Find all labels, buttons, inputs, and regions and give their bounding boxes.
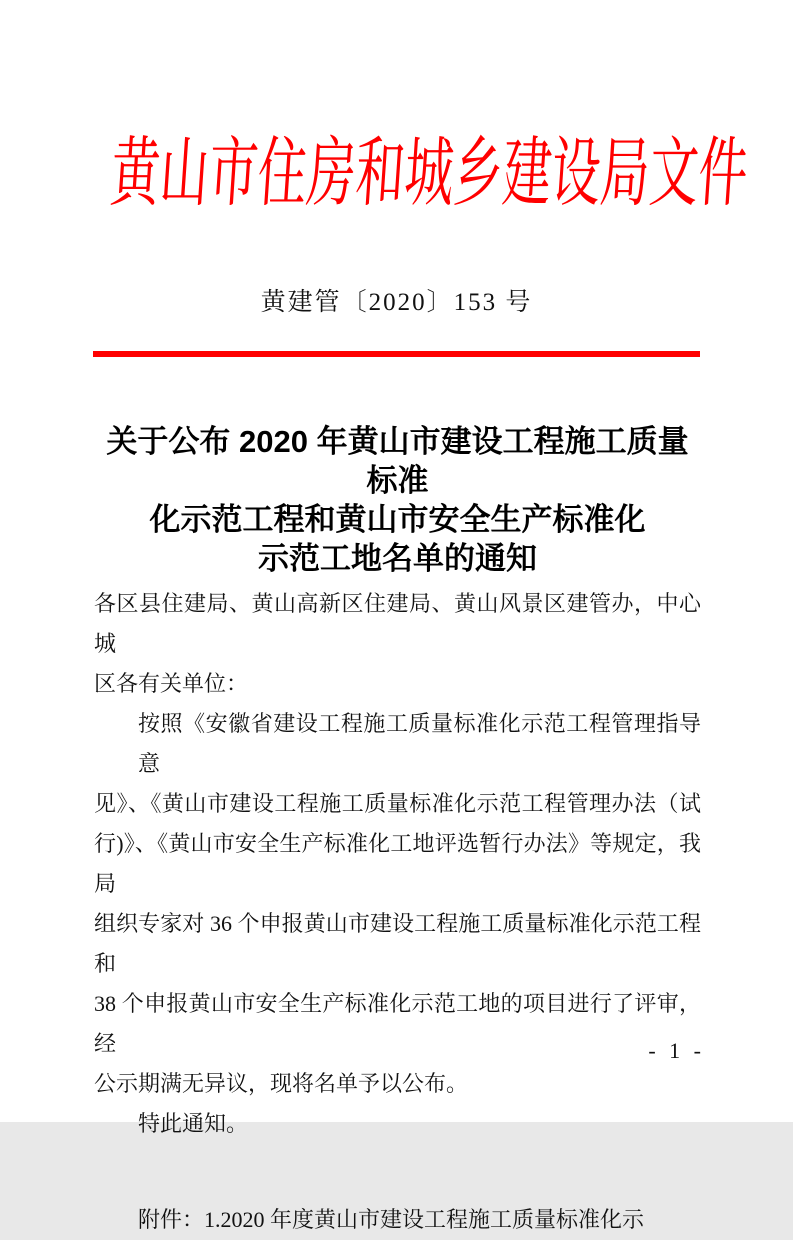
body-line-attachment: 附件：1.2020 年度黄山市建设工程施工质量标准化示	[138, 1207, 645, 1232]
body-line: 公示期满无异议，现将名单予以公布。	[94, 1071, 469, 1096]
body-line-recipients: 区各有关单位：	[94, 671, 249, 696]
red-separator-rule	[93, 351, 700, 357]
body-line: 按照《安徽省建设工程施工质量标准化示范工程管理指导意	[138, 711, 701, 776]
document-title-line: 示范工地名单的通知	[258, 541, 537, 576]
body-line: 38 个申报黄山市安全生产标准化示范工地的项目进行了评审，经	[94, 991, 701, 1056]
body-line: 见》、《黄山市建设工程施工质量标准化示范工程管理办法（试	[94, 791, 701, 816]
body-line-closing: 特此通知。	[138, 1111, 249, 1136]
body-line: 行)》、《黄山市安全生产标准化工地评选暂行办法》等规定，我局	[94, 831, 701, 896]
document-title	[94, 422, 701, 578]
letterhead-title: 黄山市住房和城乡建设局文件	[108, 130, 751, 216]
document-reference-number: 黄建管〔2020〕153 号	[260, 289, 533, 316]
page-number: - 1 -	[648, 1038, 705, 1063]
document-title-line: 关于公布 2020 年黄山市建设工程施工质量标准	[106, 424, 689, 498]
body-line: 组织专家对 36 个申报黄山市建设工程施工质量标准化示范工程和	[94, 911, 701, 976]
document-title-line: 化示范工程和黄山市安全生产标准化	[149, 502, 646, 537]
body-line-recipients: 各区县住建局、黄山高新区住建局、黄山风景区建管办，中心城	[94, 591, 701, 656]
document-body	[94, 584, 701, 1240]
